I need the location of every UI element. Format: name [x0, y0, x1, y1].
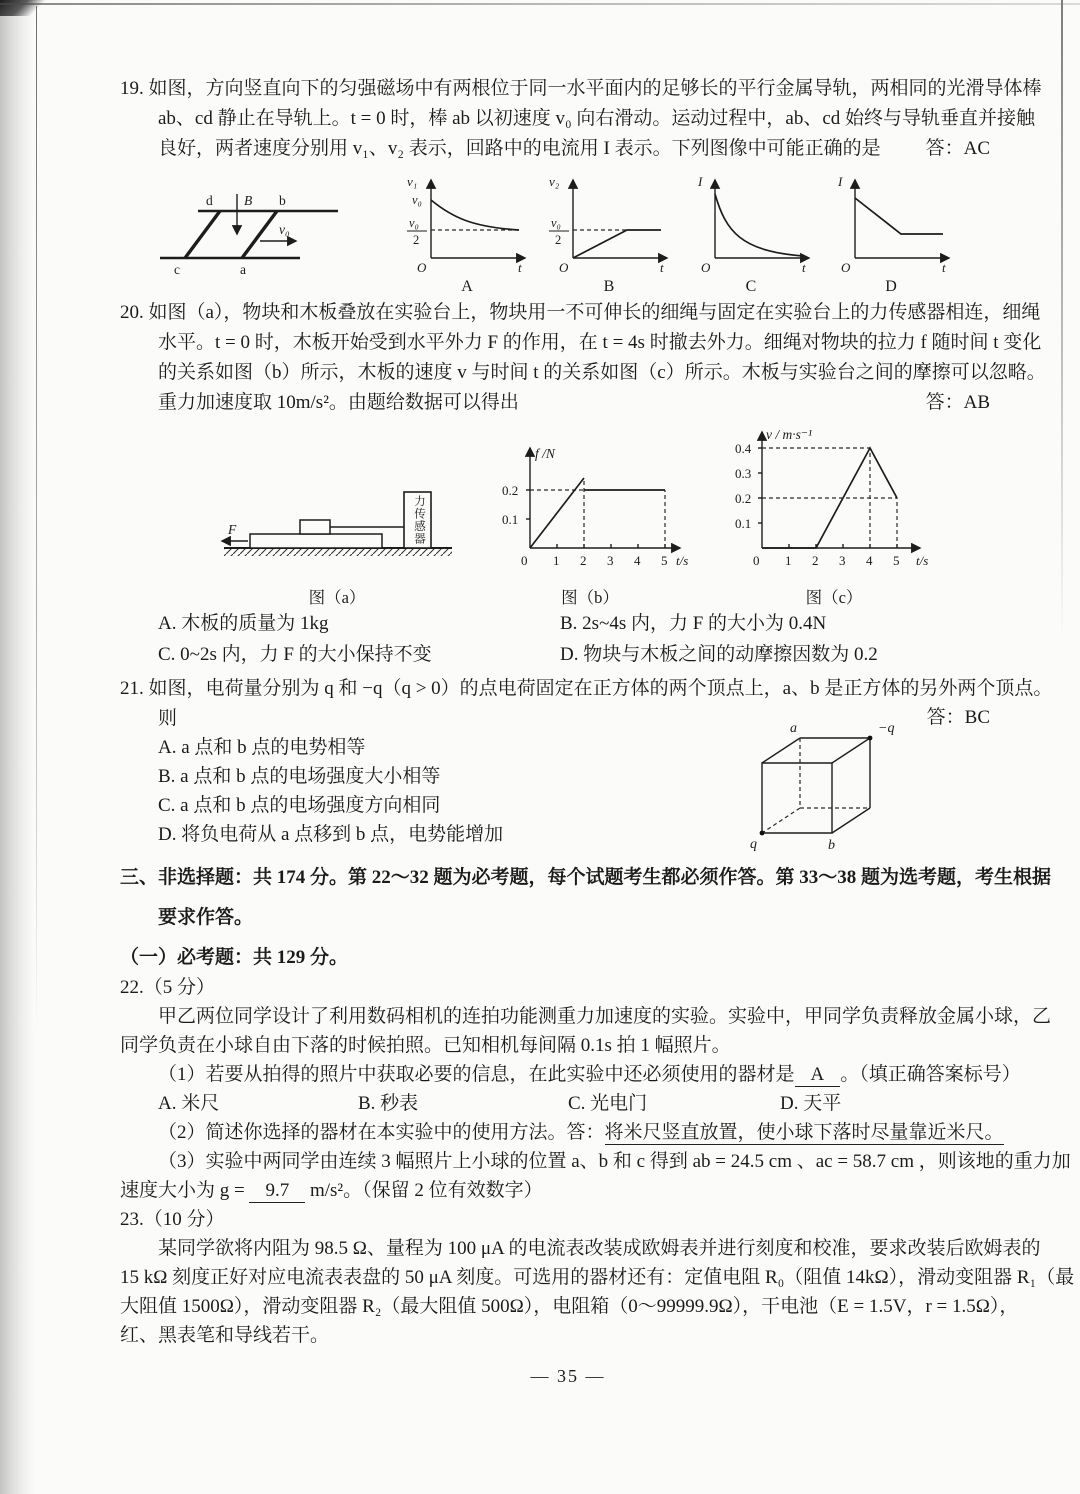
q19-line-2: ab、cd 静止在导轨上。t = 0 时，棒 ab 以初速度 v₀ 向右滑动。运动过程中，ab、cd 始终与导轨垂直并接触: [158, 108, 1036, 129]
rails-label-c: c: [174, 262, 180, 277]
section3-line-1: 三、非选择题：共 174 分。第 22～32 题为必考题，每个试题考生都必须作答。第 33～38 题为选考题，考生根据: [120, 867, 1052, 888]
xtick-2-label: 2: [580, 553, 587, 568]
q21-body: [120, 704, 1016, 853]
v1-curve: [431, 200, 519, 230]
xtick-3-label: 3: [607, 553, 614, 568]
question-20: [120, 298, 1046, 670]
q19-figures-row: [146, 170, 1016, 296]
rails-label-d: d: [206, 193, 213, 208]
q22-part-3-post: m/s²。（保留 2 位有效数字）: [305, 1180, 543, 1201]
negative-charge-dot: [868, 736, 873, 741]
q20-fig-c-caption: 图（c）: [805, 588, 863, 607]
force-label: F: [228, 522, 237, 537]
q20-options: [120, 608, 1016, 670]
q20-figures-row: [212, 422, 1016, 608]
q23-line-4: 红、黑表笔和导线若干。: [120, 1325, 330, 1346]
frac-num: v₀: [409, 216, 419, 230]
q20-fig-c-plot: [718, 422, 950, 588]
q21-option-b: B. a 点和 b 点的电场强度大小相等: [158, 766, 441, 787]
q20-option-a: A. 木板的质量为 1kg: [158, 613, 329, 634]
cube-hidden-left-edge: [762, 808, 800, 833]
q22-heading: 22.（5 分）: [120, 977, 216, 998]
scan-spine-shadow: [0, 0, 34, 1494]
question-21: [120, 674, 1053, 853]
rails-label-B: B: [244, 193, 253, 208]
q20-line-1: 20. 如图（a），物块和木板叠放在实验台上，物块用一不可伸长的细绳与固定在实验台上的力传感器相连，细绳: [120, 302, 1041, 323]
q22-part-1: [120, 1060, 1021, 1089]
q20-fig-b-caption: 图（b）: [561, 588, 619, 607]
q22-part-1-answer-blank: A: [795, 1064, 841, 1087]
q23-line-2: 15 kΩ 刻度正好对应电流表表盘的 50 μA 刻度。可选用的器材还有：定值电阻 R₀（阻值 14kΩ），滑动变阻器 R₁（最: [120, 1267, 1075, 1288]
q22-part-3-pre: 速度大小为 g =: [120, 1180, 250, 1201]
q21-answer: 答：BC: [926, 707, 990, 728]
q22-choice-c: C. 光电门: [568, 1093, 648, 1114]
block: [300, 520, 330, 534]
y-axis-label: v₁: [407, 174, 418, 189]
frac-den: 2: [413, 233, 420, 247]
x-axis-label: t/s: [676, 553, 689, 568]
rod-cd: [185, 211, 220, 258]
origin-label: O: [841, 260, 851, 275]
q19-graph-c-plot: [685, 170, 817, 278]
q19-graph-a-caption: A: [461, 278, 473, 295]
q22-choices: [120, 1089, 1016, 1118]
q22-part-3-answer-blank: 9.7: [249, 1180, 305, 1203]
q19-line-1: 19. 如图，方向竖直向下的匀强磁场中有两根位于同一水平面内的足够长的平行金属导轨，两相同的光滑导体棒: [120, 78, 1042, 99]
ytick-01-label: 0.1: [735, 516, 752, 531]
cube-label-a: a: [790, 721, 797, 736]
xtick-4-label: 4: [866, 553, 873, 568]
rails-label-v0: v₀: [279, 222, 290, 237]
ytick-03-label: 0.3: [735, 466, 752, 481]
q19-answer: 答：AC: [925, 138, 990, 159]
q19-graph-c-caption: C: [745, 278, 757, 295]
origin-label: 0: [753, 553, 760, 568]
q21-option-a: A. a 点和 b 点的电势相等: [158, 737, 366, 758]
q19-line-3-text: 良好，两者速度分别用 v₁、v₂ 表示，回路中的电流用 I 表示。下列图像中可能正确的是: [158, 138, 881, 159]
ground-hatch: [224, 548, 452, 556]
q21-option-c: C. a 点和 b 点的电场强度方向相同: [158, 795, 441, 816]
q22-part-1-pre: （1）若要从拍得的照片中获取必要的信息，在此实验中还必须使用的器材是: [158, 1064, 795, 1085]
q22-choice-d: D. 天平: [780, 1093, 842, 1114]
v0-tick: v₀: [412, 193, 422, 207]
xtick-2-label: 2: [812, 553, 819, 568]
q20-fig-a: [212, 470, 462, 608]
page-number: — 35 —: [530, 1366, 606, 1386]
scan-top-line: [0, 3, 1080, 5]
q20-line-2: 水平。t = 0 时，木板开始受到水平外力 F 的作用，在 t = 4s 时撤去外力。细绳对物块的拉力 f 随时间 t 变化: [158, 332, 1042, 353]
q21-option-d: D. 将负电荷从 a 点移到 b 点，电势能增加: [158, 824, 504, 845]
frac-den: 2: [555, 233, 562, 247]
cube-front-face: [762, 763, 832, 833]
q19-graph-b: [543, 170, 675, 296]
q20-option-b: B. 2s~4s 内，力 F 的大小为 0.4N: [560, 613, 827, 634]
cube-label-q: q: [750, 837, 757, 852]
question-22: [120, 973, 1071, 1205]
y-axis-label: I: [838, 174, 843, 189]
q22-part-2-pre: （2）简述你选择的器材在本实验中的使用方法。答：: [158, 1122, 605, 1143]
q22-choice-a: A. 米尺: [158, 1093, 220, 1114]
q20-option-c: C. 0~2s 内，力 F 的大小保持不变: [158, 644, 432, 665]
q22-body-2: 同学负责在小球自由下落的时候拍照。已知相机每间隔 0.1s 拍 1 幅照片。: [120, 1035, 731, 1056]
rails-label-b: b: [279, 193, 286, 208]
scan-left-line: [36, 6, 37, 1036]
q20-option-d: D. 物块与木板之间的动摩擦因数为 0.2: [560, 644, 878, 665]
q19-graph-b-plot: [543, 170, 675, 278]
q22-part-2-answer: 将米尺竖直放置，使小球下落时尽量靠近米尺。: [604, 1122, 1004, 1143]
positive-charge-dot: [760, 831, 765, 836]
q20-line-3: 的关系如图（b）所示，木板的速度 v 与时间 t 的关系如图（c）所示。木板与实验台之间的摩擦可以忽略。: [158, 362, 1046, 383]
frac-num: v₀: [551, 216, 561, 230]
q20-fig-c: [718, 422, 950, 608]
current-curve: [855, 198, 943, 234]
page-content: [120, 74, 1075, 1387]
q20-fig-a-caption: 图（a）: [308, 588, 366, 607]
section-3-header: [120, 863, 1052, 973]
xtick-5-label: 5: [661, 553, 668, 568]
q19-graph-d: [825, 170, 957, 296]
x-axis-label: t: [942, 260, 946, 275]
cube-bottom-right-edge: [832, 808, 870, 833]
q19-graph-a: [401, 170, 533, 296]
x-axis-label: t: [660, 260, 664, 275]
q19-rails-figure: [146, 186, 351, 286]
q23-heading: 23.（10 分）: [120, 1209, 225, 1230]
force-sensor-label: 力传感器: [413, 495, 425, 545]
q20-line-4-text: 重力加速度取 10m/s²。由题给数据可以得出: [158, 392, 519, 413]
q22-body-1: 甲乙两位同学设计了利用数码相机的连拍功能测重力加速度的实验。实验中，甲同学负责释放金属小球，乙: [158, 1006, 1052, 1027]
section3-line-2: 要求作答。: [158, 907, 254, 928]
cube-top-left-edge: [762, 738, 800, 763]
q20-line-4: [120, 388, 1016, 418]
q23-line-1: 某同学欲将内阻为 98.5 Ω、量程为 100 μA 的电流表改装成欧姆表并进行刻度和校准，要求改装后欧姆表的: [158, 1238, 1041, 1259]
q22-choice-b: B. 秒表: [358, 1093, 419, 1114]
q19-line-3: [120, 134, 1016, 164]
x-axis-label: t/s: [916, 553, 929, 568]
v2-curve: [573, 230, 661, 258]
q20-fig-b: [484, 436, 696, 608]
xtick-4-label: 4: [634, 553, 641, 568]
scan-right-line: [1061, 0, 1063, 640]
board: [250, 534, 382, 548]
q22-part-2: [120, 1118, 1016, 1147]
ytick-01-label: 0.1: [502, 512, 519, 527]
rod-ab: [242, 211, 277, 258]
f-rise-segment: [530, 478, 584, 548]
q21-line-2: 则: [158, 708, 178, 729]
section3-line-3: （一）必考题：共 129 分。: [120, 947, 349, 968]
q19-graph-a-plot: [401, 170, 533, 278]
ytick-02-label: 0.2: [735, 491, 752, 506]
origin-label: O: [701, 260, 711, 275]
cube-top-right-edge: [832, 738, 870, 763]
question-23: [120, 1205, 1075, 1350]
x-axis-label: t: [518, 260, 522, 275]
q22-part-3-line-2: [120, 1176, 1016, 1205]
q21-cube-figure: [732, 718, 922, 853]
q22-part-1-post: 。（填正确答案标号）: [840, 1064, 1021, 1085]
xtick-3-label: 3: [839, 553, 846, 568]
ytick-02-label: 0.2: [502, 483, 519, 498]
current-curve: [715, 194, 803, 256]
ytick-04-label: 0.4: [735, 441, 752, 456]
xtick-5-label: 5: [893, 553, 900, 568]
origin-label: O: [417, 260, 427, 275]
rails-label-a: a: [240, 262, 246, 277]
cube-label-b: b: [828, 838, 835, 853]
y-axis-label: v / m·s⁻¹: [766, 427, 813, 442]
y-axis-label: I: [698, 174, 703, 189]
q23-line-3: 大阻值 1500Ω），滑动变阻器 R₂（最大阻值 500Ω），电阻箱（0～99999.9Ω），干电池（E = 1.5V，r = 1.5Ω），: [120, 1296, 1019, 1317]
xtick-1-label: 1: [785, 553, 792, 568]
y-axis-label: f /N: [535, 446, 555, 461]
q21-line-1: 21. 如图，电荷量分别为 q 和 −q（q > 0）的点电荷固定在正方体的两个顶点上，a、b 是正方体的另外两个顶点。: [120, 678, 1053, 699]
origin-label: 0: [521, 553, 528, 568]
y-axis-label: v₂: [549, 174, 560, 189]
q19-graph-b-caption: B: [603, 278, 615, 295]
q20-answer: 答：AB: [925, 392, 990, 413]
q19-graph-d-caption: D: [885, 278, 897, 295]
q20-fig-b-plot: [484, 436, 696, 588]
cube-label-minus-q: −q: [878, 721, 895, 736]
x-axis-label: t: [802, 260, 806, 275]
q22-part-3-line-1: （3）实验中两同学由连续 3 幅照片上小球的位置 a、b 和 c 得到 ab = 24.5 cm 、ac = 58.7 cm ，则该地的重力加: [158, 1151, 1071, 1172]
xtick-1-label: 1: [553, 553, 560, 568]
origin-label: O: [559, 260, 569, 275]
question-19: [120, 74, 1042, 296]
q19-graph-c: [685, 170, 817, 296]
q19-graph-d-plot: [825, 170, 957, 278]
